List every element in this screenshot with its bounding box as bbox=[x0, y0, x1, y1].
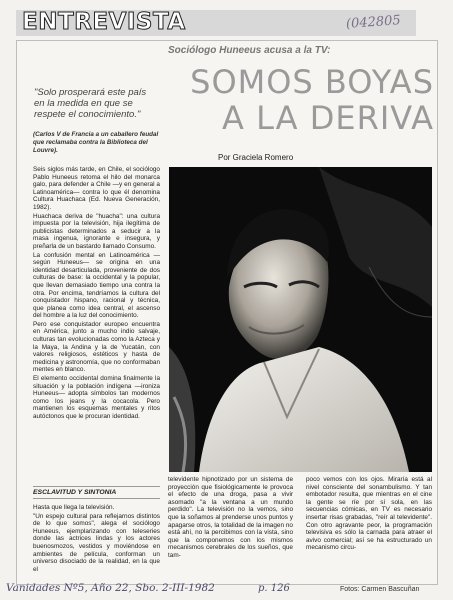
handwritten-source-note: Vanidades Nº5, Año 22, Sbo. 2-III-1982 bbox=[6, 582, 215, 594]
handwritten-archive-number: (042805 bbox=[345, 13, 402, 32]
paragraph: "Un espejo cultural para reflejarnos distintos de lo que somos", alega el sociólogo Huneeus, ejemplarizando con teleseries donde las actrices lindas y los actores buenosmozos, vestidos y moviéndose en ambientes de película, conforman un universo disociado de la realidad, en la que el bbox=[33, 512, 160, 573]
article-column-1 bbox=[33, 166, 160, 422]
pull-quote: "Solo prosperará este país en la medida en que se respete el conocimiento." bbox=[34, 87, 147, 120]
photo-credit: Fotos: Carmen Bascuñan bbox=[340, 586, 420, 593]
paragraph: Huachaca deriva de "huacha": una cultura impuesta por la televisión, hija ilegítima de publicistas determinados a seducir a la masa ingenua, ignorante e insegura, y preñarla de un bastardo llamado Consumo. bbox=[33, 212, 160, 250]
article-kicker: Sociólogo Huneeus acusa a la TV: bbox=[168, 45, 331, 56]
quote-attribution: (Carlos V de Francia a un caballero feudal que reclamaba contra la Biblioteca del Louvre). bbox=[33, 131, 159, 154]
article-column-1-continued bbox=[33, 504, 160, 574]
article-headline: SOMOS BOYAS A LA DERIVA bbox=[190, 63, 434, 137]
paragraph: Seis siglos más tarde, en Chile, el sociólogo Pablo Huneeus retoma el hilo del monarca galo, para defender a Chile —y en general a Latinoamérica— contra lo que él denomina Cultura Huachaca (Ed. Nueva Generación, 1982). bbox=[33, 166, 160, 211]
paragraph: Pero ese conquistador europeo encuentra en América, junto a mucho indio salvaje, culturas tan evolucionadas como la Azteca y la Maya, la Andina y la de Yucatán, con valores religiosos, estéticos y hasta de medicina y astronomía, que no conformaban mentes en blanco. bbox=[33, 320, 160, 374]
article-byline: Por Graciela Romero bbox=[218, 153, 294, 162]
paragraph: El elemento occidental domina finalmente la situación y la población indígena —ironiza Huneeus— adopta símbolos tan modernos como los jeans y la cocacola. Pero mantienen los esquemas mentales y ritos autóctonos que le procuran identidad. bbox=[33, 375, 160, 420]
article-subhead: ESCLAVITUD Y SINTONIA bbox=[33, 486, 160, 499]
portrait-photo bbox=[169, 167, 432, 472]
paragraph: La confusión mental en Latinoamérica —según Huneeus— se origina en una identidad desarticulada, proveniente de dos culturas de base: la occidental y la popular, que llevan demasiado tiempo una contra la otra. Por encima, tendríamos la cultura del conquistador hispano, racional y técnica, que planea como idea central, el ascenso del hombre a la luz del conocimiento. bbox=[33, 251, 160, 320]
portrait-photo-illustration bbox=[169, 167, 432, 472]
section-title: ENTREVISTA bbox=[22, 9, 186, 35]
handwritten-page-number: p. 126 bbox=[258, 583, 290, 594]
article-column-2: televidente hipnotizado por un sistema de proyección que fisiológicamente le provoca el efecto de una droga, pasa a vivir asomado "a la ventana a un mundo perdido". La televisión no la vemos, sino que la soñamos al prenderse unos puntos y apagarse otros, la totalidad de la imagen no está ahí, no la percibimos con la vista, sino que la componemos con los mismos mecanismos cerebrales de los sueños, que tam- bbox=[168, 476, 293, 559]
article-column-3: poco vemos con los ojos. Miraría está al nivel consciente del sonambulismo. Y tan embotador resulta, que mientras en el cine la gente se ríe por sí sola, en las secuencias cómicas, en TV es necesario insertar risas grabadas, "reír al televidente". Con otro agravante peor, la programación televisiva es sólo la carnada para atraer el avivo comercial; así se ha estructurado un mecanismo circu- bbox=[306, 476, 432, 552]
paragraph: Hasta que llega la televisión. bbox=[33, 504, 115, 511]
